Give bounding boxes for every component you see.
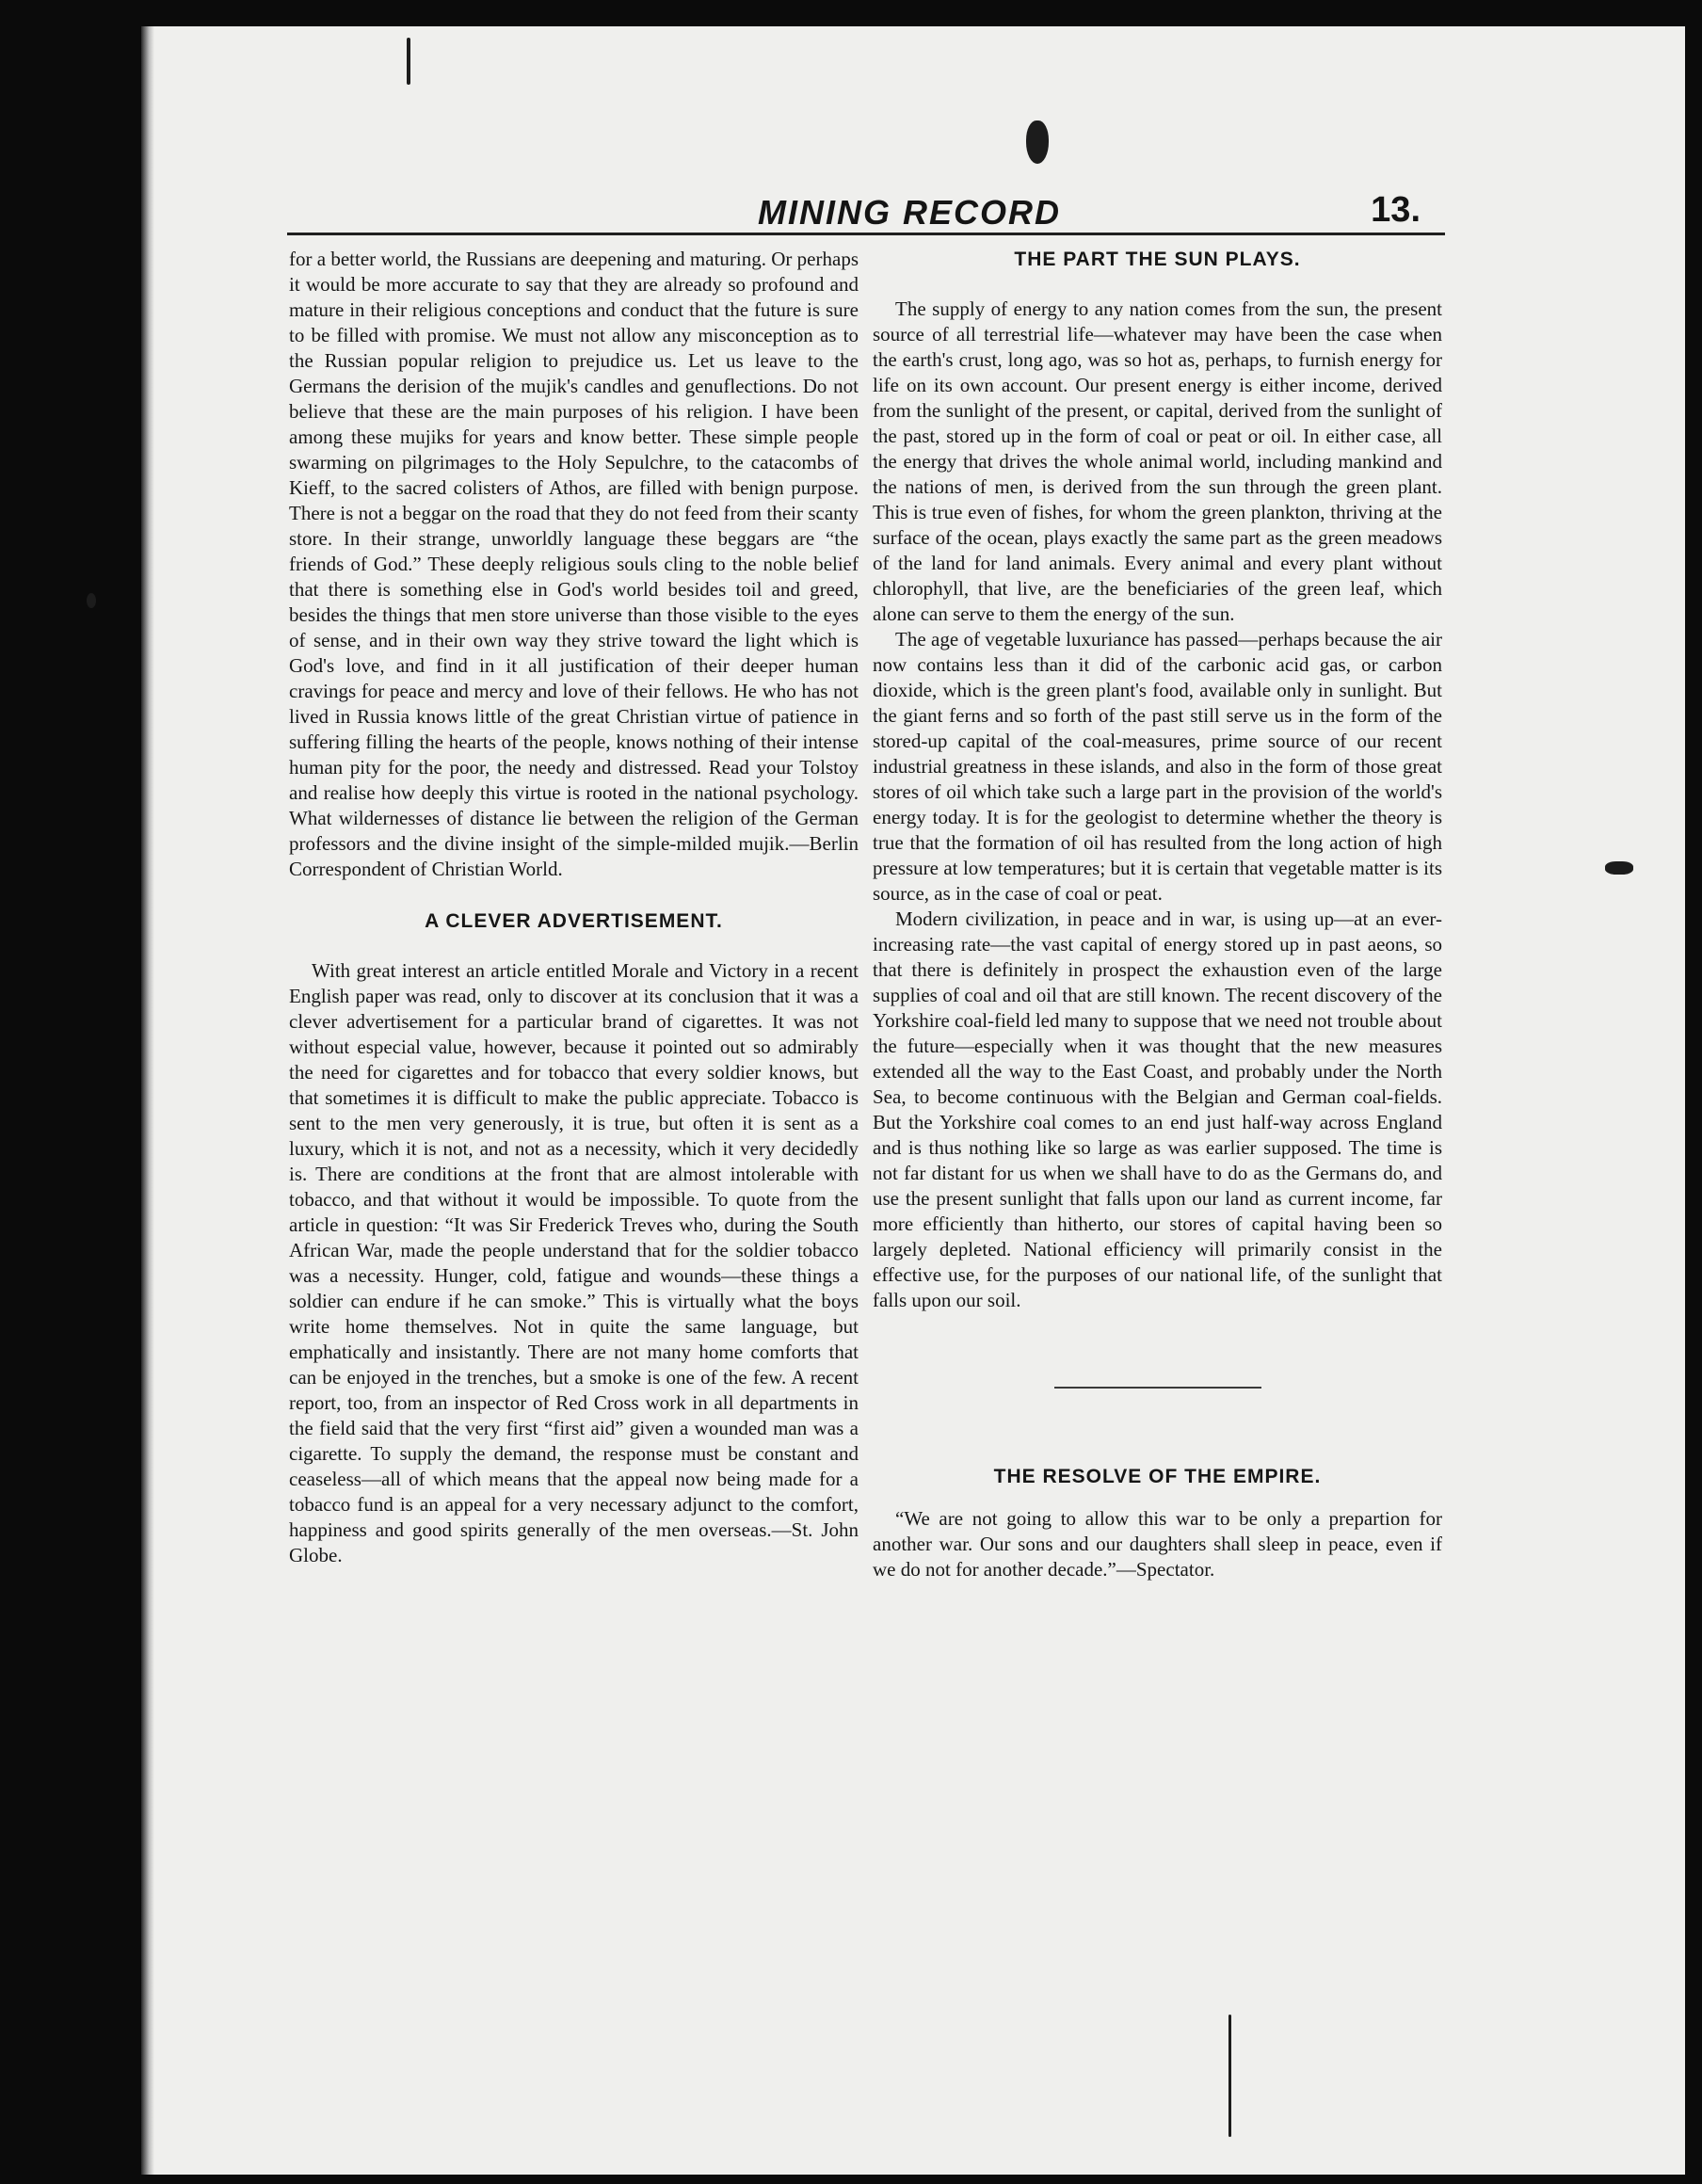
clever-advertisement-body: With great interest an article entitled Morale and Victory in a recent English paper was read, only to discover at its conclusion that it was a clever advertisement for a particular brand of cigarettes. It was not without especial value, however, because it pointed out so admirably the need for cigarettes and for tobacco that every soldier knows, but that sometimes it is difficult to make the public appreciate. Tobacco is sent to the men very generously, it is true, but often it is sent as a luxury, which it is not, and not as a necessity, which it very decidedly is. There are conditions at the front that are almost intolerable with tobacco, and that without it would be impossible. To quote from the article in question: “It was Sir Frederick Treves who, during the South African War, made the people understand that for the soldier tobacco was a necessity. Hunger, cold, fatigue and wounds—these things a soldier can endure if he can smoke.” This is virtually what the boys write home themselves. Not in quite the same language, but emphatically and insistantly. There are not many home comforts that can be enjoyed in the trenches, but a smoke is one of the few. A recent report, too, from an inspector of Red Cross work in all departments in the field said that the very first “first aid” given a wounded man was a cigarette. To supply the demand, the response must be constant and ceaseless—all of which means that the appeal now being made for a tobacco fund is an appeal for a very necessary adjunct to the comfort, happiness and good spirits generally of the men overseas.—St. John Globe.	[289, 959, 859, 1566]
page-binding-edge	[141, 26, 154, 2175]
sun-plays-paragraph-1: The supply of energy to any nation comes from the sun, the present source of all terrestrial life—whatever may have been the case when the earth's crust, long ago, was so hot as, perhaps, to furnish energy for life on its own account. Our present energy is either income, derived from the sunlight of the present, or capital, derived from the sunlight of the past, stored up in the form of coal or peat or oil. In either case, all the energy that drives the whole animal world, including mankind and the nations of men, is derived from the sun through the green plant. This is true even of fishes, for whom the green plankton, thriving at the surface of the ocean, plays exactly the same part as the green meadows of the land for land animals. Every animal and every plant without chlorophyll, that live, are the beneficiaries of the green leaf, which alone can serve to them the energy of the sun.	[873, 297, 1442, 625]
header-rule	[287, 233, 1445, 235]
russian-religion-paragraph: for a better world, the Russians are deepening and maturing. Or perhaps it would be more accurate to say that they are already so profound and mature in their religious conceptions and conduct that the future is sure to be filled with promise. We must not allow any misconception as to the Russian popular religion to prejudice us. Let us leave to the Germans the derision of the mujik's candles and genuflections. Do not believe that these are the main purposes of his religion. I have been among these mujiks for years and know better. These simple people swarming on pilgrimages to the Holy Sepulchre, to the catacombs of Kieff, to the sacred colisters of Athos, are filled with benign purpose. There is not a beggar on the road that they do not feed from their scanty store. In their strange, unworldly language these beggars are “the friends of God.” These deeply religious souls cling to the noble belief that there is something else in God's world besides toil and greed, besides the things that men store universe than those visible to the eyes of sense, and in their own way they strive toward the light which is God's love, and find in it all justification of their deeper human cravings for peace and mercy and love of their fellows. He who has not lived in Russia knows little of the great Christian virtue of patience in suffering filling the hearts of the people, knows nothing of their intense human pity for the poor, the needy and distressed. Read your Tolstoy and realise how deeply this virtue is rooted in the national psychology. What wildernesses of distance lie between the religion of the German professors and the divine insight of the simple-milded mujik.—Berlin Correspondent of Christian World.	[289, 248, 859, 880]
right-column	[873, 247, 1442, 1582]
sun-plays-paragraph-2: The age of vegetable luxuriance has passed—perhaps because the air now contains less than it did of the carbonic acid gas, or carbon dioxide, which is the green plant's food, available only in sunlight. But the giant ferns and so forth of the past still serve us in the form of the stored-up capital of the coal-measures, prime source of our recent industrial greatness in these islands, and also in the form of those great stores of oil which take such a large part in the provision of the world's energy today. It is for the geologist to determine whether the theory is true that the formation of oil has resulted from the long action of high pressure at low temperatures; but it is certain that vegetable matter is its source, as in the case of coal or peat.	[873, 628, 1442, 905]
page-header	[287, 190, 1445, 232]
resolve-empire-body: “We are not going to allow this war to be only a prepartion for another war. Our sons and our daughters shall sleep in peace, even if we do not for another decade.”—Spectator.	[873, 1507, 1442, 1581]
clever-advertisement-heading: A CLEVER ADVERTISEMENT.	[425, 910, 723, 932]
publication-title: MINING RECORD	[758, 193, 1061, 232]
scratch-mark-bottom	[1228, 2015, 1231, 2137]
left-column	[289, 247, 859, 1568]
sun-plays-paragraph-3: Modern civilization, in peace and in war, is using up—at an ever-increasing rate—the vast capital of energy stored up in past aeons, so that there is definitely in prospect the exhaustion even of the large supplies of coal and oil that are still known. The recent discovery of the Yorkshire coal-field led many to suppose that we need not trouble about the future—especially when it was thought that the new measures extended all the way to the East Coast, and probably under the North Sea, to become continuous with the Belgian and German coal-fields. But the Yorkshire coal comes to an end just half-way across England and is thus nothing like so large as was earlier supposed. The time is not far distant for us when we shall have to do as the Germans do, and use the present sunlight that falls upon our land as current income, far more efficiently than hitherto, our stores of capital having been so largely depleted. National efficiency will primarily consist in the effective use, for the purposes of our national life, of the sunlight that falls upon our soil.	[873, 907, 1442, 1311]
sun-plays-heading: THE PART THE SUN PLAYS.	[1014, 249, 1301, 270]
speck-right	[1605, 861, 1633, 875]
resolve-empire-heading: THE RESOLVE OF THE EMPIRE.	[993, 1466, 1322, 1487]
ink-blot-top	[1026, 120, 1049, 164]
scratch-mark-top	[407, 38, 410, 85]
scratch-mark-left	[87, 593, 96, 608]
page-number: 13.	[1371, 190, 1421, 230]
section-separator	[1054, 1387, 1261, 1389]
